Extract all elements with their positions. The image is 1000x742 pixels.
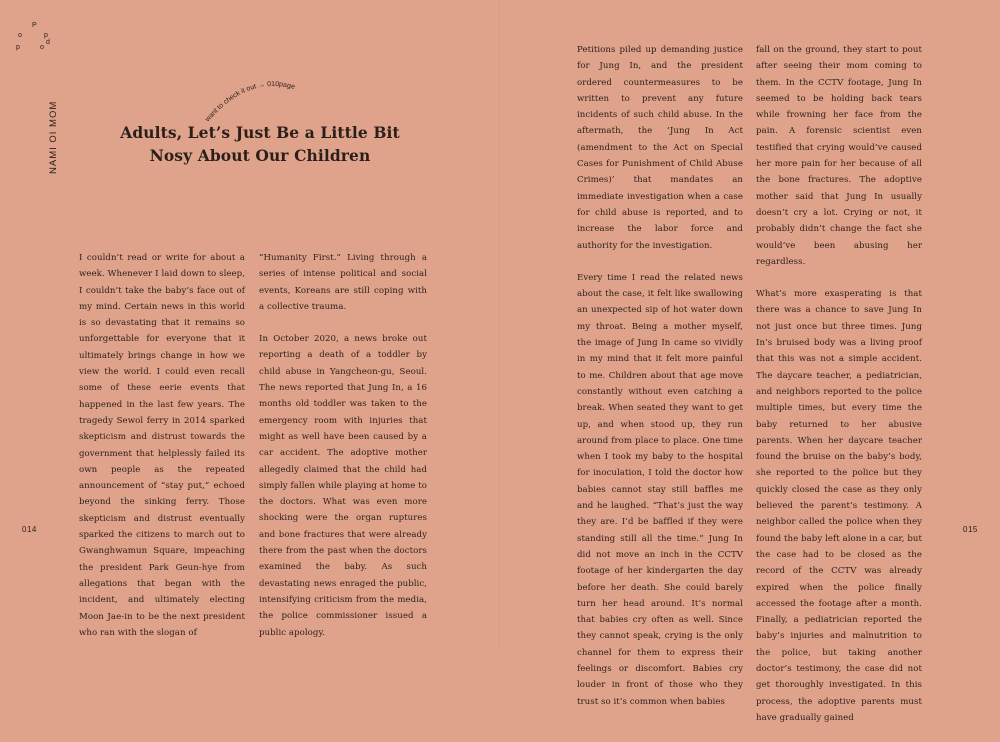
page-number-right: 015 [963,525,978,534]
body-column-4 [756,42,922,742]
page-number-left: 014 [22,525,37,534]
body-column-2 [259,250,427,657]
tag-text: want to check it out → 010page [204,80,296,124]
section-sidebar [16,22,59,174]
spine-gutter [499,0,501,652]
paragraph: In October 2020, a news broke out reporting a death of a toddler by child abuse in Yangcheon-gu, Seoul. The news reported that Jung In, a 16 months old toddler was taken to the emergency room with injuries that might as well have been caused by a car accident. The adoptive mother allegedly claimed that the child had simply fallen while playing at home to the doctors. What was even more shocking were the organ ruptures and bone fractures that were already there from the past when the doctors examined the baby. As such devastating news enraged the public, intensifying criticism from the media, the police commissioner issued a public apology. [259,334,427,638]
popped-logo: P o p p o d [16,22,50,51]
body-column-1 [79,250,245,657]
body-column-3 [577,42,743,726]
paragraph: “Humanity First.” Living through a series of intense political and social events, Koreans are still coping with a collective trauma. [259,253,427,312]
paragraph: Petitions piled up demanding justice for Jung In, and the president ordered countermeasures to be written to prevent any future incidents of such child abuse. In the aftermath, the ‘Jung In Act (amendment to the Act on Special Cases for Punishment of Child Abuse Crimes)’ that mandates an immediate investigation when a case for child abuse is reported, and to increase the labor force and authority for the investigation. [577,45,743,251]
paragraph: I couldn’t read or write for about a week. Whenever I laid down to sleep, I couldn’t take the baby’s face out of my mind. Certain news in this world is so devastating that it remains so unforgettable for everyone that it ultimately brings change in how we view the world. I could even recall some of these eerie events that happened in the last few years. The tragedy Sewol ferry in 2014 sparked skepticism and distrust towards the government that helplessly failed its own people as the repeated announcement of “stay put,” echoed beyond the sinking ferry. Those skepticism and distrust eventually sparked the citizens to march out to Gwanghwamun Square, impeaching the president Park Geun-hye from allegations that began with the incident, and ultimately electing Moon Jae-in to be the next president who ran with the slogan of [79,253,245,638]
paragraph: Every time I read the related news about the case, it felt like swallowing an unexpected sip of hot water down my throat. Being a mother myself, the image of Jung In came so vividly in my mind that it felt more painful to me. Children about that age move constantly without even catching a break. When seated they want to get up, and when stood up, they run around from place to place. One time when I took my baby to the hospital for inoculation, I told the doctor how babies cannot stay still baffles me and he laughed. “That’s just the way they are. I’d be baffled if they were standing still all the time.” Jung In did not move an inch in the CCTV footage of her kindergarten the day before her death. She could barely turn her head around. It’s normal that babies cry often as well. Since they cannot speak, crying is the only channel for them to express their feelings or discomfort. Babies cry louder in front of those who they trust so it’s common when babies [577,272,743,707]
paragraph: What’s more exasperating is that there was a chance to save Jung In not just once but three times. Jung In’s bruised body was a living proof that this was not a simple accident. The daycare teacher, a pediatrician, and neighbors reported to the police multiple times, but every time the baby returned to her abusive parents. When her daycare teacher found the bruise on the baby’s body, she reported to the police but they quickly closed the case as they only believed the parent’s testimony. A neighbor called the police when they found the baby left alone in a car, but the case had to be closed as the record of the CCTV was already expired when the police finally accessed the footage after a month. Finally, a pediatrician reported the baby’s injuries and malnutrition to the police, but taking another doctor’s testimony, the case did not get thoroughly investigated. In this process, the adoptive parents must have gradually gained [756,289,922,723]
paragraph: fall on the ground, they start to pout after seeing their mom coming to them. In the CCTV footage, Jung In seemed to be holding back tears while frowning her face from the pain. A forensic scientist even testified that crying would’ve caused her more pain for her because of all the bone fractures. The adoptive mother said that Jung In usually doesn’t cry a lot. Crying or not, it probably didn’t change the fact she would’ve been abusing her regardless. [756,45,922,267]
article-headline: Adults, Let’s Just Be a Little Bit Nosy About Our Children [120,123,400,165]
svg-text:want to check it out → 010page [204,81,296,124]
section-title: NAMI OI MOM [48,100,59,174]
